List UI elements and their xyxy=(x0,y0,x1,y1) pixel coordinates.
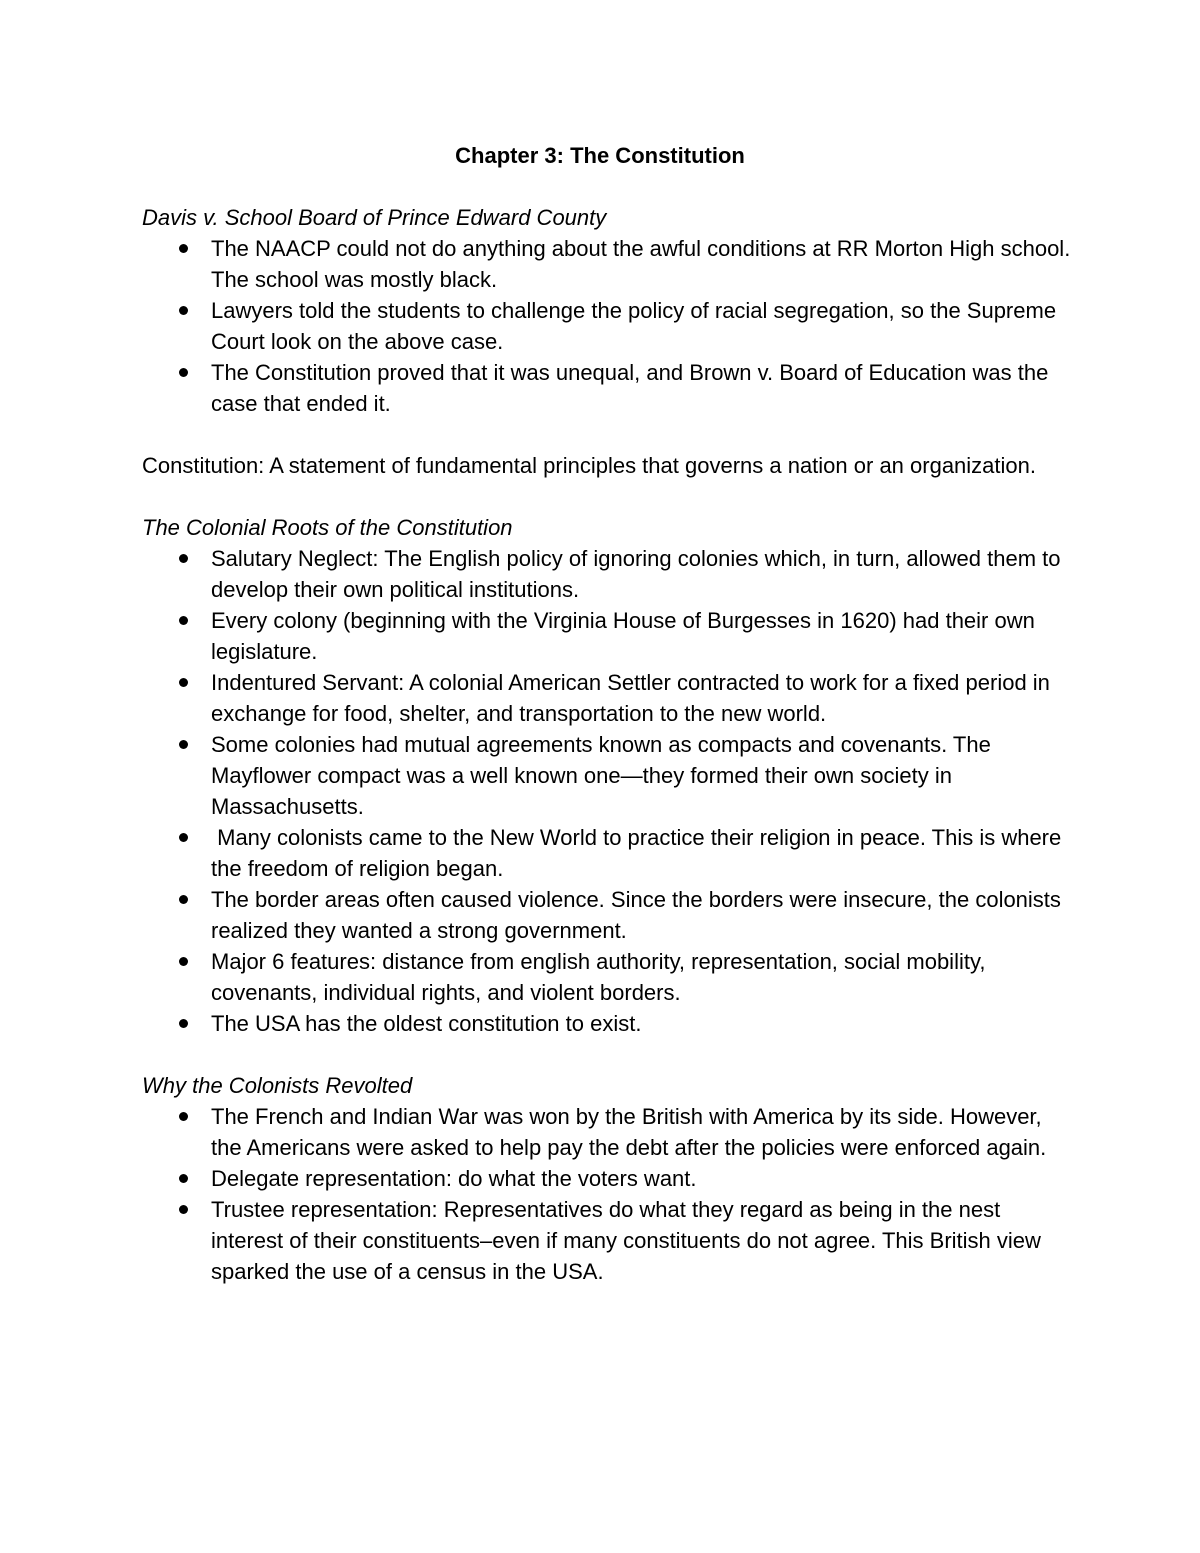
list-item: The USA has the oldest constitution to exist. xyxy=(142,1008,1072,1039)
list-item: Many colonists came to the New World to practice their religion in peace. This is where the freedom of religion began. xyxy=(142,822,1072,884)
bullet-list-colonial-roots xyxy=(142,543,1072,1039)
list-item: Some colonies had mutual agreements known as compacts and covenants. The Mayflower compact was a well known one—they formed their own society in Massachusetts. xyxy=(142,729,1072,822)
list-item: Delegate representation: do what the voters want. xyxy=(142,1163,1072,1194)
bullet-icon xyxy=(179,616,188,625)
bullet-icon xyxy=(179,1174,188,1183)
list-item: Every colony (beginning with the Virginia House of Burgesses in 1620) had their own legislature. xyxy=(142,605,1072,667)
bullet-icon xyxy=(179,1205,188,1214)
list-item: Trustee representation: Representatives do what they regard as being in the nest interest of their constituents–even if many constituents do not agree. This British view sparked the use of a census in the USA. xyxy=(142,1194,1072,1287)
section-heading-colonial-roots: The Colonial Roots of the Constitution xyxy=(142,515,513,540)
bullet-icon xyxy=(179,1019,188,1028)
spacer xyxy=(142,419,1072,450)
bullet-icon xyxy=(179,306,188,315)
list-item: The Constitution proved that it was unequal, and Brown v. Board of Education was the case that ended it. xyxy=(142,357,1072,419)
definition-paragraph: Constitution: A statement of fundamental principles that governs a nation or an organization. xyxy=(142,453,1036,478)
page-title: Chapter 3: The Constitution xyxy=(455,143,745,168)
spacer xyxy=(142,481,1072,512)
bullet-icon xyxy=(179,678,188,687)
list-item: The NAACP could not do anything about the awful conditions at RR Morton High school. The school was mostly black. xyxy=(142,233,1072,295)
bullet-list-why-revolted xyxy=(142,1101,1072,1287)
bullet-icon xyxy=(179,368,188,377)
bullet-icon xyxy=(179,244,188,253)
list-item: Lawyers told the students to challenge the policy of racial segregation, so the Supreme Court look on the above case. xyxy=(142,295,1072,357)
bullet-icon xyxy=(179,957,188,966)
document-page xyxy=(142,140,1072,1287)
list-item: The border areas often caused violence. Since the borders were insecure, the colonists realized they wanted a strong government. xyxy=(142,884,1072,946)
bullet-icon xyxy=(179,833,188,842)
list-item: Salutary Neglect: The English policy of ignoring colonies which, in turn, allowed them to develop their own political institutions. xyxy=(142,543,1072,605)
bullet-icon xyxy=(179,554,188,563)
section-heading-davis: Davis v. School Board of Prince Edward County xyxy=(142,205,607,230)
list-item: Indentured Servant: A colonial American Settler contracted to work for a fixed period in exchange for food, shelter, and transportation to the new world. xyxy=(142,667,1072,729)
bullet-icon xyxy=(179,740,188,749)
spacer xyxy=(142,1039,1072,1070)
list-item: The French and Indian War was won by the British with America by its side. However, the Americans were asked to help pay the debt after the policies were enforced again. xyxy=(142,1101,1072,1163)
section-heading-why-revolted: Why the Colonists Revolted xyxy=(142,1073,413,1098)
bullet-icon xyxy=(179,1112,188,1121)
bullet-list-davis xyxy=(142,233,1072,419)
bullet-icon xyxy=(179,895,188,904)
list-item: Major 6 features: distance from english authority, representation, social mobility, covenants, individual rights, and violent borders. xyxy=(142,946,1072,1008)
